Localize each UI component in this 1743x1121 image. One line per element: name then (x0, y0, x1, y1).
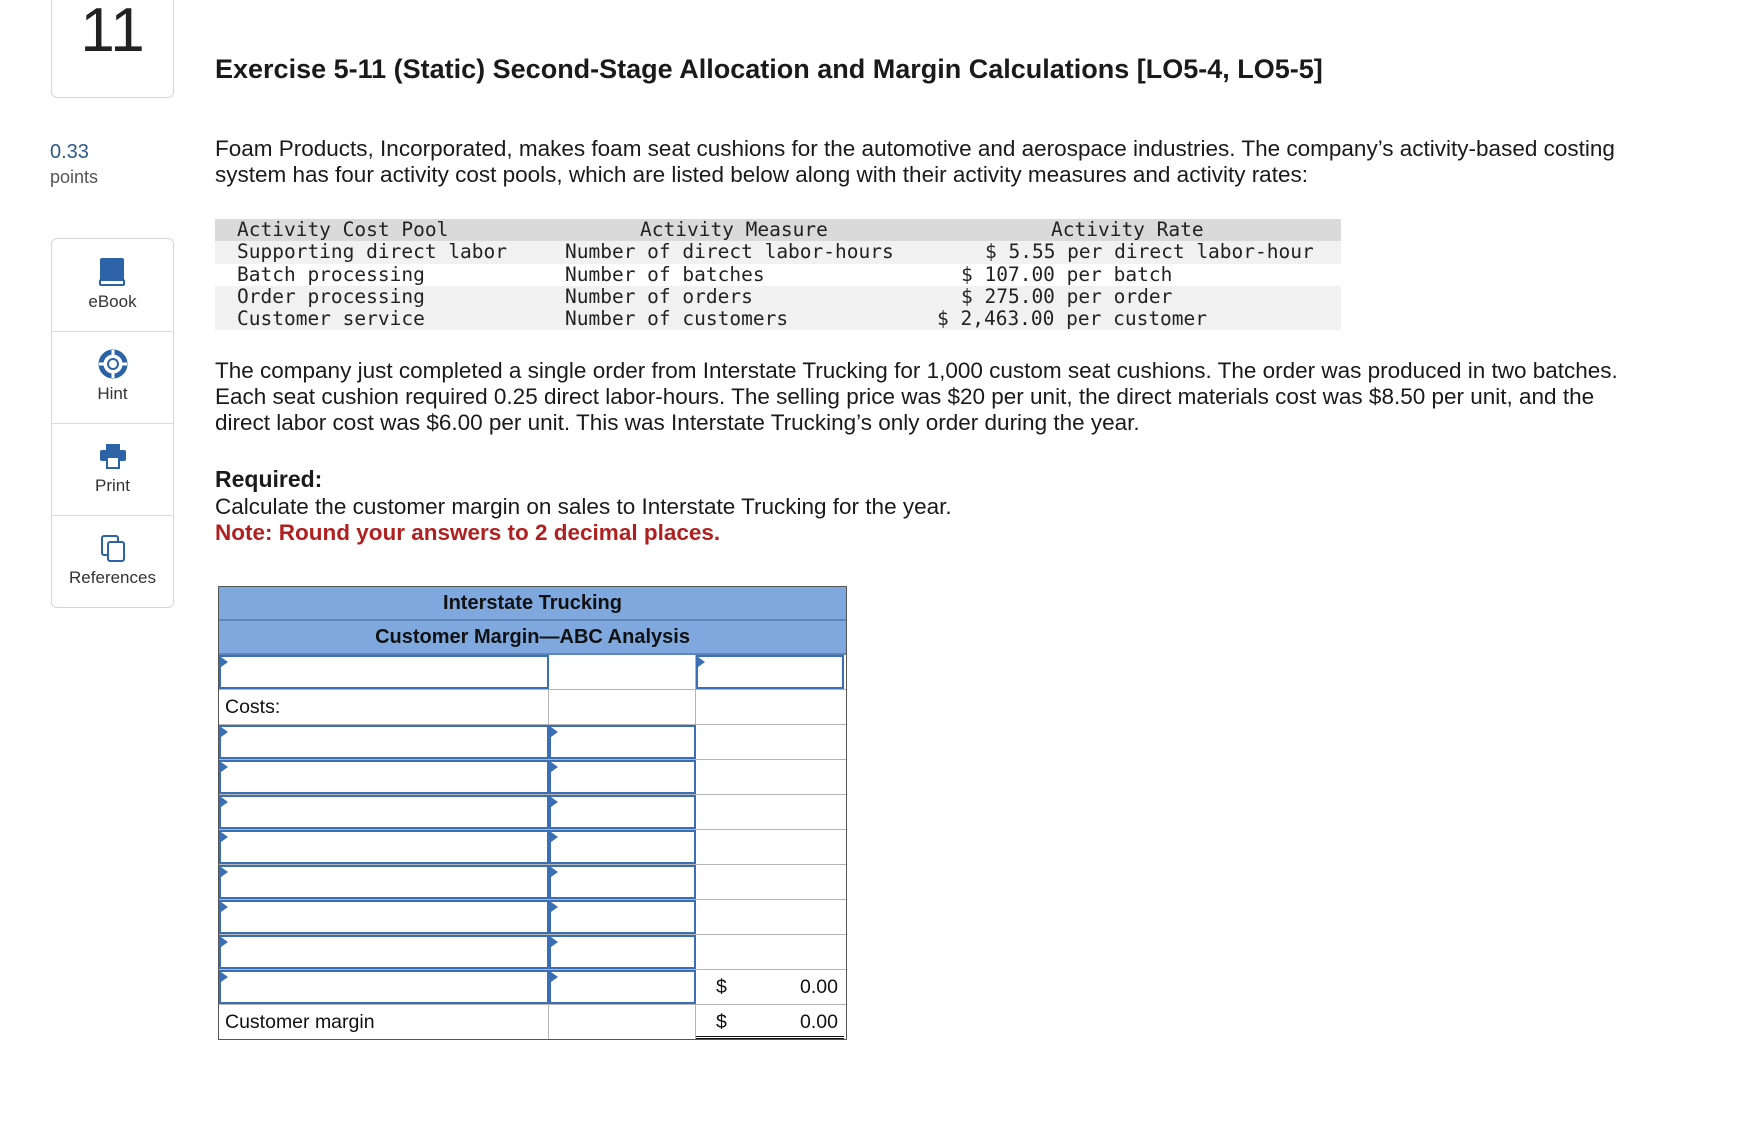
customer-margin-value: 0.00 (800, 1011, 838, 1033)
cost-label-input[interactable] (219, 795, 549, 829)
rate-value: $ 107.00 per batch (961, 262, 1173, 286)
printer-icon (98, 441, 128, 471)
total-dollar-sign: $ (716, 976, 727, 998)
rate-pool: Order processing (237, 284, 425, 308)
table-row (219, 935, 846, 970)
question-number: 11 (80, 0, 145, 65)
question-number-box (51, 0, 174, 98)
blank-cell (696, 795, 844, 829)
cost-amount-input[interactable] (549, 795, 696, 829)
cost-amount-input[interactable] (549, 970, 696, 1004)
customer-margin-cell (696, 1005, 844, 1039)
hint-label: Hint (97, 384, 128, 403)
blank-cell (696, 900, 844, 934)
rate-value: $ 5.55 per direct labor-hour (985, 240, 1314, 264)
print-button[interactable] (52, 423, 173, 516)
total-costs-value: 0.00 (800, 976, 838, 998)
blank-cell (696, 725, 844, 759)
cost-label-input[interactable] (219, 900, 549, 934)
rate-value: $ 275.00 per order (961, 284, 1173, 308)
blank-cell (696, 690, 844, 724)
rounding-note: Note: Round your answers to 2 decimal places. (215, 520, 721, 545)
rate-value: $ 2,463.00 per customer (937, 307, 1208, 331)
cost-label-input[interactable] (219, 865, 549, 899)
rate-measure: Number of direct labor-hours (565, 240, 894, 264)
rate-table-row (215, 241, 1341, 263)
points-label: points (50, 167, 99, 187)
cost-label-input[interactable] (219, 830, 549, 864)
blank-cell (549, 1005, 696, 1039)
copy-icon (98, 533, 128, 563)
cost-amount-input[interactable] (549, 935, 696, 969)
blank-cell (696, 830, 844, 864)
customer-margin-table (218, 586, 847, 1040)
table-row (219, 655, 846, 690)
table-row (219, 690, 846, 725)
activity-rate-table (215, 219, 1341, 330)
book-icon (98, 257, 126, 287)
table-row (219, 725, 846, 760)
margin-dollar-sign: $ (716, 1011, 727, 1033)
amount-input[interactable] (696, 655, 844, 689)
blank-cell (696, 935, 844, 969)
rate-pool: Customer service (237, 307, 425, 331)
points-value: 0.33 (50, 141, 89, 163)
required-heading: Required: (215, 466, 323, 492)
table-row (219, 795, 846, 830)
rate-table-header (215, 219, 1341, 241)
cost-label-input[interactable] (219, 725, 549, 759)
table-title-company: Interstate Trucking (219, 587, 846, 621)
required-text: Calculate the customer margin on sales to Interstate Trucking for the year. (215, 494, 952, 519)
rate-measure: Number of orders (565, 284, 753, 308)
tools-panel (51, 238, 174, 608)
table-row (219, 830, 846, 865)
table-title-analysis: Customer Margin—ABC Analysis (219, 621, 846, 655)
scenario-paragraph: The company just completed a single order from Interstate Trucking for 1,000 custom seat cushions. The order was produced in two batches. Each seat cushion required 0.25 direct labor-hours. The selling price was $20 per unit, the direct materials cost was $8.50 per unit, and the direct labor cost was $6.00 per unit. This was Interstate Trucking’s only order during the year. (215, 358, 1618, 435)
blank-cell (696, 865, 844, 899)
ebook-button[interactable] (52, 239, 173, 332)
blank-cell (549, 690, 696, 724)
rate-table-row (215, 286, 1341, 308)
references-button[interactable] (52, 515, 173, 607)
lifebuoy-icon (98, 349, 128, 379)
rate-header-rate: Activity Rate (1051, 218, 1204, 241)
cost-amount-input[interactable] (549, 725, 696, 759)
cost-label-input[interactable] (219, 970, 549, 1004)
blank-cell (549, 655, 696, 689)
rate-pool: Supporting direct labor (237, 240, 508, 264)
cost-amount-input[interactable] (549, 900, 696, 934)
print-label: Print (95, 476, 130, 495)
table-row (219, 865, 846, 900)
rate-header-pool: Activity Cost Pool (237, 218, 449, 241)
references-label: References (69, 568, 156, 587)
cost-label-input[interactable] (219, 935, 549, 969)
intro-paragraph: Foam Products, Incorporated, makes foam seat cushions for the automotive and aerospace industries. The company’s activity-based costing system has four activity cost pools, which are listed below along with their activity measures and activity rates: (215, 136, 1615, 187)
cost-amount-input[interactable] (549, 865, 696, 899)
rate-header-measure: Activity Measure (640, 218, 828, 241)
table-row (219, 760, 846, 795)
rate-table-row (215, 264, 1341, 286)
label-input[interactable] (219, 655, 549, 689)
total-costs-cell (696, 970, 844, 1004)
customer-margin-label: Customer margin (219, 1005, 549, 1039)
table-row (219, 900, 846, 935)
rate-pool: Batch processing (237, 262, 425, 286)
table-row (219, 970, 846, 1005)
hint-button[interactable] (52, 331, 173, 424)
blank-cell (696, 760, 844, 794)
cost-amount-input[interactable] (549, 830, 696, 864)
exercise-title: Exercise 5-11 (Static) Second-Stage Allocation and Margin Calculations [LO5-4, LO5-5] (215, 54, 1323, 84)
rate-table-row (215, 308, 1341, 330)
ebook-label: eBook (88, 292, 137, 311)
cost-amount-input[interactable] (549, 760, 696, 794)
costs-label: Costs: (219, 690, 549, 724)
table-row (219, 1005, 846, 1039)
cost-label-input[interactable] (219, 760, 549, 794)
rate-measure: Number of customers (565, 307, 789, 331)
rate-measure: Number of batches (565, 262, 765, 286)
